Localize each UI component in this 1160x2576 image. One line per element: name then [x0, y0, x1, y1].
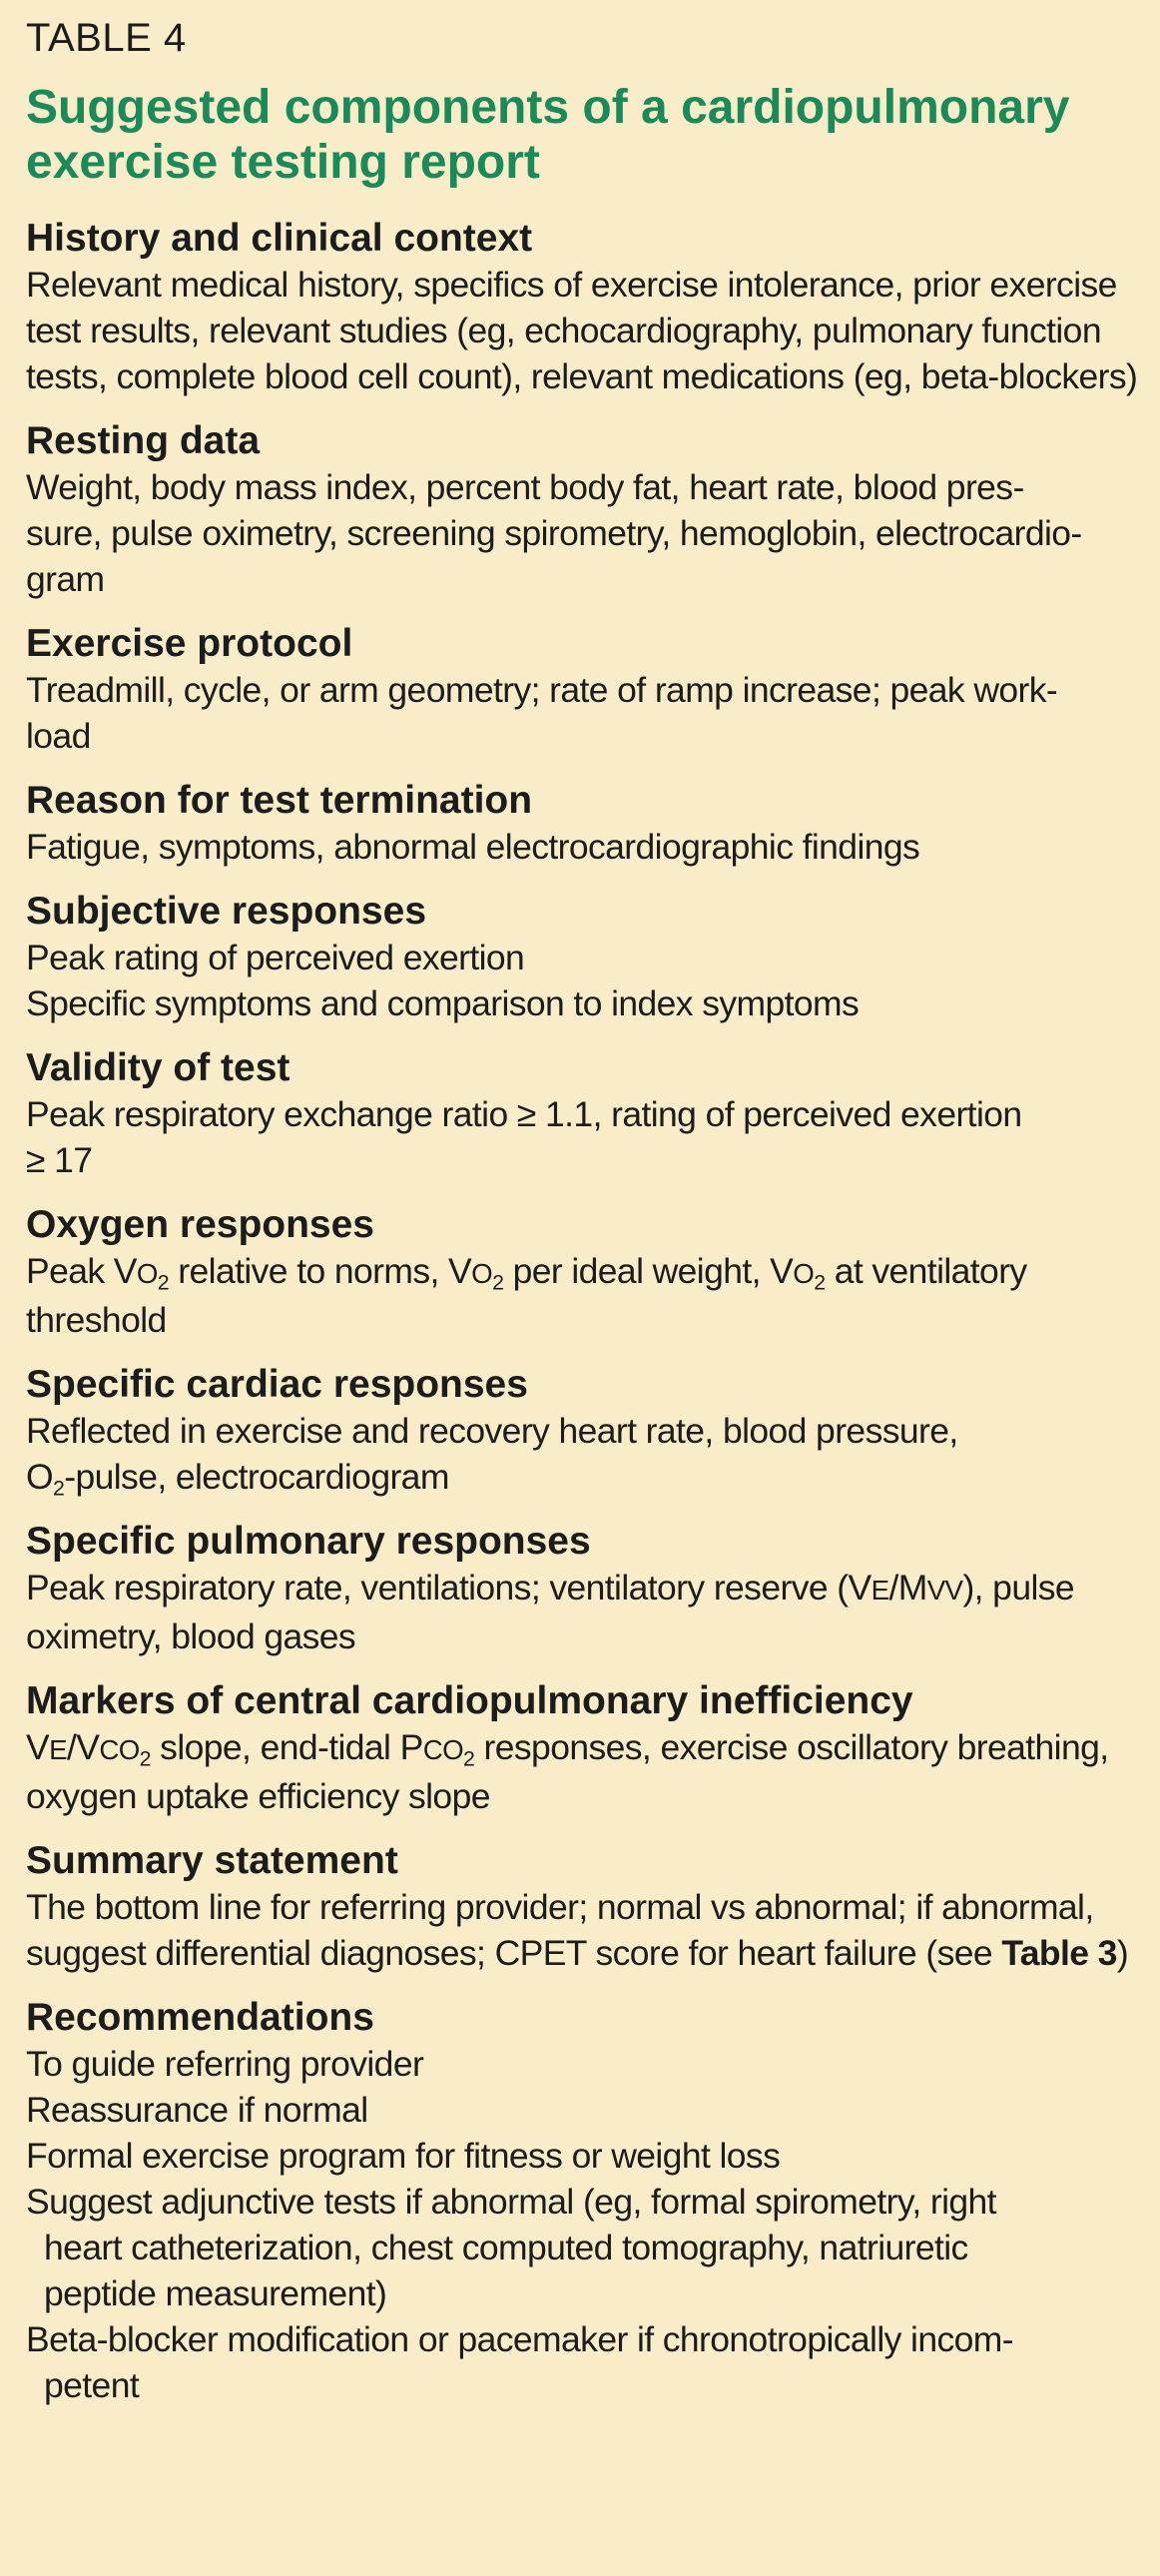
section-body [26, 667, 1134, 759]
body-line [26, 1724, 1134, 1773]
section-body [26, 1248, 1134, 1343]
body-line: test results, relevant studies (eg, echocardiography, pulmonary function [26, 311, 1101, 350]
body-line [26, 1930, 1134, 1976]
section-body [26, 1565, 1134, 1659]
section-heading: Markers of central cardiopulmonary inefficiency [26, 1679, 913, 1722]
text-run: E [870, 1575, 889, 1606]
text-run: V [26, 1727, 50, 1767]
table-label: TABLE 4 [26, 16, 187, 60]
section-oxygen-responses [26, 1202, 1134, 1343]
table-title [26, 80, 1134, 190]
body-line: gram [26, 559, 105, 599]
text-run: O [136, 1258, 158, 1289]
body-line: Peak rating of perceived exertion [26, 938, 525, 977]
section-cardiac-responses [26, 1362, 1134, 1500]
section-resting-data [26, 418, 1134, 602]
text-run: slope, end-tidal P [150, 1727, 423, 1767]
body-line: Reassurance if normal [26, 2090, 368, 2130]
body-line-indented: heart catheterization, chest computed tomography, natriuretic [44, 2228, 968, 2267]
text-run: CO [99, 1734, 140, 1765]
body-line [26, 1565, 1134, 1613]
body-line: To guide referring provider [26, 2044, 424, 2084]
section-body [26, 935, 1134, 1026]
body-line [26, 1248, 1134, 1297]
text-run: CO [422, 1734, 464, 1765]
section-body [26, 1091, 1134, 1183]
body-line: oxygen uptake efficiency slope [26, 1776, 490, 1816]
body-line: Beta-blocker modification or pacemaker if chronotropically incom- [26, 2319, 1013, 2359]
section-recommendations [26, 1995, 1134, 2408]
body-line: load [26, 716, 91, 756]
section-heading: Recommendations [26, 1996, 374, 2039]
text-run: at ventilatory [825, 1251, 1027, 1291]
text-run: responses, exercise oscillatory breathing, [474, 1727, 1109, 1767]
table-title-line: Suggested components of a cardiopulmonary [26, 81, 1070, 134]
text-run: O [793, 1258, 815, 1289]
body-line-indented: petent [44, 2365, 140, 2405]
body-line: The bottom line for referring provider; normal vs abnormal; if abnormal, [26, 1887, 1094, 1927]
text-run: ) [1116, 1933, 1129, 1973]
section-history [26, 216, 1138, 399]
section-body [26, 2041, 1134, 2408]
text-run: O [471, 1258, 493, 1289]
section-heading: Oxygen responses [26, 1203, 374, 1246]
section-validity [26, 1045, 1134, 1183]
text-run: VV [926, 1575, 963, 1606]
subscript: 2 [814, 1270, 826, 1295]
text-run: E [49, 1734, 67, 1765]
text-run: relative to norms, V [169, 1251, 472, 1291]
section-body [26, 464, 1134, 602]
table-reference: Table 3 [1001, 1933, 1117, 1973]
body-line: ≥ 17 [26, 1140, 93, 1180]
text-run: ), pulse [962, 1568, 1075, 1608]
body-line-indented: peptide measurement) [44, 2273, 387, 2313]
text-run: /V [66, 1727, 100, 1767]
section-heading: Validity of test [26, 1046, 290, 1089]
body-line: tests, complete blood cell count), relevant medications (eg, beta-blockers) [26, 356, 1138, 396]
section-summary-statement [26, 1838, 1134, 1976]
subscript: 2 [139, 1746, 151, 1771]
section-exercise-protocol [26, 621, 1134, 759]
body-line: Fatigue, symptoms, abnormal electrocardiographic findings [26, 827, 920, 867]
section-test-termination [26, 778, 1134, 870]
body-line: oximetry, blood gases [26, 1616, 356, 1656]
body-line: Formal exercise program for fitness or weight loss [26, 2136, 781, 2176]
body-line: Reflected in exercise and recovery heart rate, blood pressure, [26, 1411, 958, 1451]
body-line [26, 1454, 1134, 1500]
text-run: O [26, 1457, 54, 1497]
body-line: sure, pulse oximetry, screening spirometry, hemoglobin, electrocardio- [26, 513, 1082, 553]
section-heading: Specific pulmonary responses [26, 1520, 591, 1563]
body-line: Suggest adjunctive tests if abnormal (eg, formal spirometry, right [26, 2182, 996, 2222]
section-heading: Exercise protocol [26, 622, 353, 665]
text-run: suggest differential diagnoses; CPET score for heart failure (see [26, 1933, 1002, 1973]
subscript: 2 [492, 1270, 504, 1295]
section-heading: History and clinical context [26, 217, 533, 260]
body-line: Weight, body mass index, percent body fat, heart rate, blood pres- [26, 467, 1024, 507]
section-heading: Summary statement [26, 1839, 398, 1882]
section-heading: Reason for test termination [26, 779, 533, 822]
section-heading: Specific cardiac responses [26, 1363, 528, 1406]
section-heading: Resting data [26, 419, 261, 462]
subscript: 2 [463, 1746, 475, 1771]
section-body [26, 262, 1138, 399]
body-line: Treadmill, cycle, or arm geometry; rate of ramp increase; peak work- [26, 670, 1058, 710]
section-subjective-responses [26, 889, 1134, 1026]
body-line: Peak respiratory exchange ratio ≥ 1.1, rating of perceived exertion [26, 1094, 1022, 1134]
section-body [26, 1408, 1134, 1500]
section-heading: Subjective responses [26, 890, 427, 933]
body-line: threshold [26, 1300, 167, 1340]
table-title-line: exercise testing report [26, 136, 540, 189]
section-cardiopulmonary-inefficiency [26, 1678, 1134, 1819]
text-run: -pulse, electrocardiogram [64, 1457, 449, 1497]
subscript: 2 [157, 1270, 170, 1295]
text-run: Peak V [26, 1251, 137, 1291]
body-line: Relevant medical history, specifics of exercise intolerance, prior exercise [26, 265, 1117, 305]
text-run: /M [888, 1568, 927, 1608]
body-line: Specific symptoms and comparison to index symptoms [26, 983, 860, 1023]
subscript: 2 [53, 1476, 65, 1501]
text-run: per ideal weight, V [503, 1251, 794, 1291]
section-body [26, 824, 1134, 870]
section-body [26, 1724, 1134, 1819]
text-run: Peak respiratory rate, ventilations; ventilatory reserve (V [26, 1568, 871, 1608]
section-body [26, 1884, 1134, 1976]
section-pulmonary-responses [26, 1519, 1134, 1659]
